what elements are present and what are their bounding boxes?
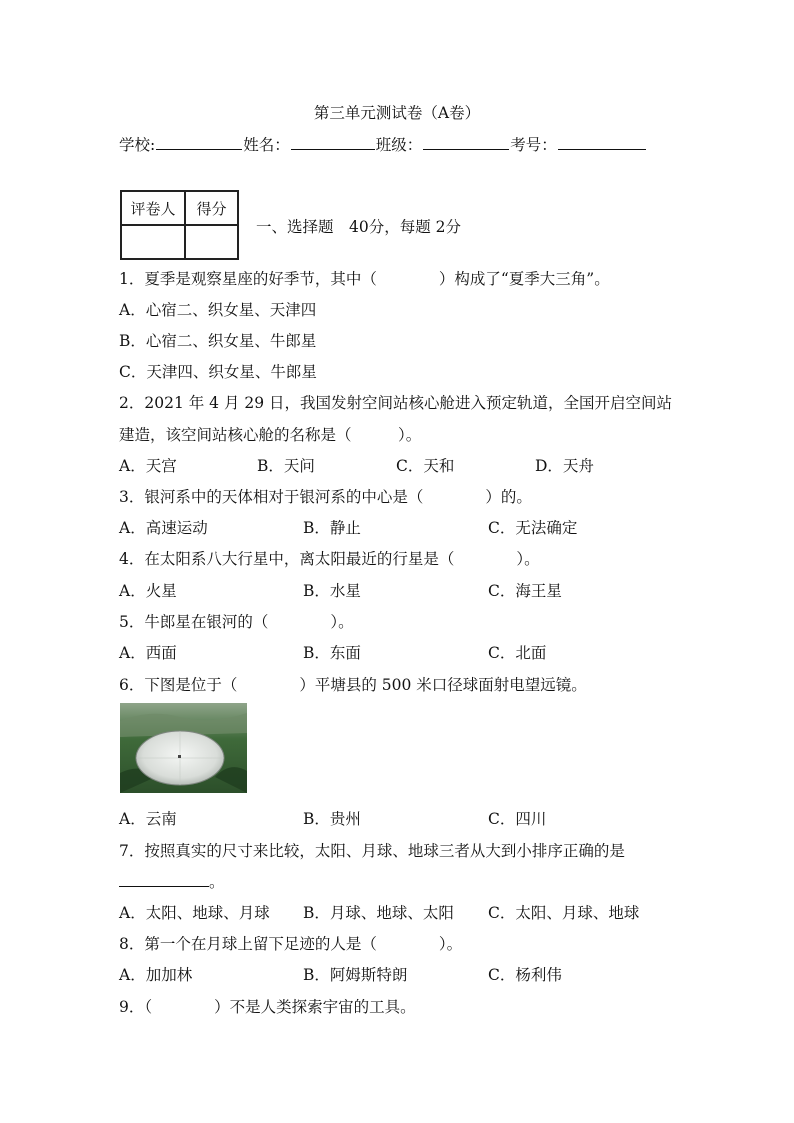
page-title: 第三单元测试卷（A卷） bbox=[313, 104, 481, 122]
q4-option-c: C．海王星 bbox=[488, 582, 562, 600]
answer-blank bbox=[119, 870, 209, 887]
q6-option-a: A．云南 bbox=[119, 810, 177, 828]
q4-option-b: B．水星 bbox=[303, 582, 361, 600]
student-info-row bbox=[119, 133, 694, 155]
grader-cell bbox=[121, 225, 185, 259]
grader-header: 评卷人 bbox=[121, 191, 185, 225]
q3-option-b: B．静止 bbox=[303, 519, 361, 537]
q7-option-b: B．月球、地球、太阳 bbox=[303, 904, 454, 922]
q2-option-a: A．天宫 bbox=[119, 457, 177, 475]
q1-option-b: B．心宿二、织女星、牛郎星 bbox=[119, 332, 317, 350]
q7-option-a: A．太阳、地球、月球 bbox=[119, 904, 270, 922]
q8-option-c: C．杨利伟 bbox=[488, 966, 562, 984]
q2-option-b: B．天问 bbox=[257, 457, 315, 475]
question-4: 4．在太阳系八大行星中，离太阳最近的行星是（ ）。 bbox=[119, 550, 540, 568]
telescope-photo bbox=[120, 703, 247, 793]
name-label: 姓名： bbox=[243, 136, 290, 154]
q2-option-d: D．天舟 bbox=[535, 457, 594, 475]
exam-no-label: 考号： bbox=[510, 136, 557, 154]
q5-option-b: B．东面 bbox=[303, 644, 361, 662]
question-7-cont bbox=[119, 870, 225, 892]
q4-option-a: A．火星 bbox=[119, 582, 177, 600]
q6-option-b: B．贵州 bbox=[303, 810, 361, 828]
q8-option-a: A．加加林 bbox=[119, 966, 193, 984]
question-2: 2．2021 年 4 月 29 日，我国发射空间站核心舱进入预定轨道，全国开启空间站 bbox=[119, 394, 673, 412]
q5-option-c: C．北面 bbox=[488, 644, 547, 662]
question-3: 3．银河系中的天体相对于银河系的中心是（ ）的。 bbox=[119, 488, 532, 506]
q3-option-a: A．高速运动 bbox=[119, 519, 208, 537]
score-table bbox=[120, 190, 239, 260]
school-blank bbox=[156, 133, 242, 150]
exam-no-blank bbox=[558, 133, 646, 150]
q6-option-c: C．四川 bbox=[488, 810, 547, 828]
score-header: 得分 bbox=[185, 191, 238, 225]
q3-option-c: C．无法确定 bbox=[488, 519, 578, 537]
question-8: 8．第一个在月球上留下足迹的人是（ ）。 bbox=[119, 935, 463, 953]
q1-option-c: C．天津四、织女星、牛郎星 bbox=[119, 363, 317, 381]
class-blank bbox=[423, 133, 509, 150]
q7-option-c: C．太阳、月球、地球 bbox=[488, 904, 640, 922]
q8-option-b: B．阿姆斯特朗 bbox=[303, 966, 408, 984]
score-cell bbox=[185, 225, 238, 259]
radio-telescope-image bbox=[120, 703, 247, 793]
q2-option-c: C．天和 bbox=[396, 457, 455, 475]
school-label: 学校: bbox=[119, 136, 156, 154]
question-9: 9．（ ）不是人类探索宇宙的工具。 bbox=[119, 998, 416, 1016]
q5-option-a: A．西面 bbox=[119, 644, 177, 662]
question-1: 1．夏季是观察星座的好季节，其中（ ）构成了“夏季大三角”。 bbox=[119, 270, 610, 288]
class-label: 班级： bbox=[375, 136, 423, 154]
section-title: 一、选择题 40分，每题 2分 bbox=[256, 218, 462, 236]
question-5: 5．牛郎星在银河的（ ）。 bbox=[119, 613, 354, 631]
q1-option-a: A．心宿二、织女星、天津四 bbox=[119, 301, 317, 319]
question-7: 7．按照真实的尺寸来比较，太阳、月球、地球三者从大到小排序正确的是 bbox=[119, 842, 625, 860]
question-6: 6．下图是位于（ ）平塘县的 500 米口径球面射电望远镜。 bbox=[119, 676, 587, 694]
question-7-end: 。 bbox=[209, 873, 225, 891]
name-blank bbox=[291, 133, 375, 150]
question-2-cont: 建造，该空间站核心舱的名称是（ ）。 bbox=[119, 426, 422, 444]
